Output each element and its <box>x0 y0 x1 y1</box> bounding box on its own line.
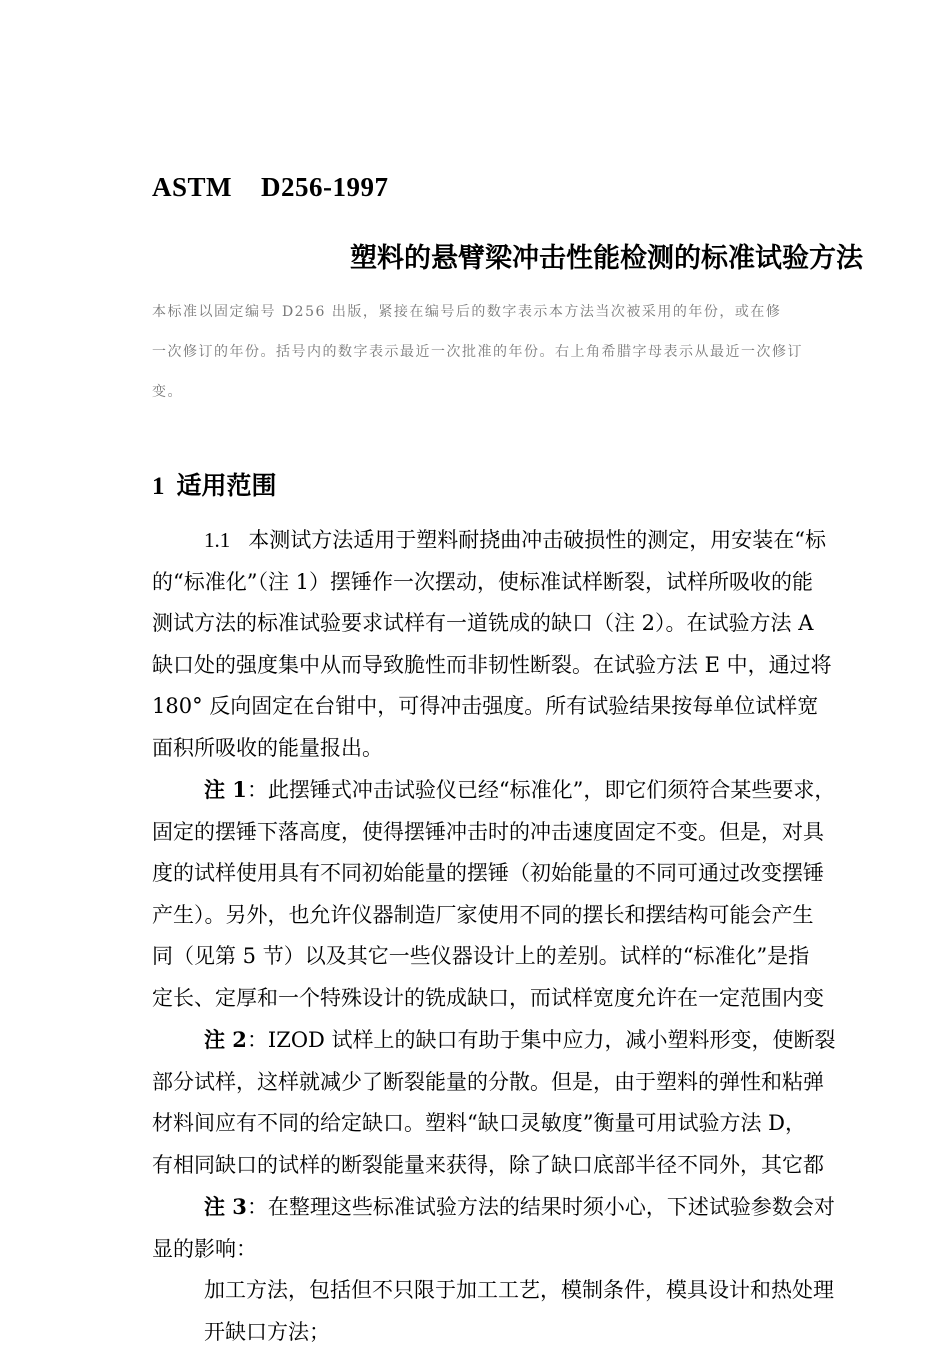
note-line: 有相同缺口的试样的断裂能量来获得，除了缺口底部半径不同外，其它都 <box>152 1152 824 1177</box>
document-title: 塑料的悬臂梁冲击性能检测的标准试验方法 <box>350 243 863 274</box>
intro-paragraph <box>152 292 950 412</box>
note-line: 固定的摆锤下落高度，使得摆锤冲击时的冲击速度固定不变。但是，对具 <box>152 819 824 844</box>
intro-line: 本标准以固定编号 D256 出版，紧接在编号后的数字表示本方法当次被采用的年份，或在修 <box>152 304 782 320</box>
note-line: 部分试样，这样就减少了断裂能量的分散。但是，由于塑料的弹性和粘弹 <box>152 1069 824 1094</box>
clause-line: 缺口处的强度集中从而导致脆性而非韧性断裂。在试验方法 E 中，通过将 <box>152 652 832 677</box>
clause-line: 面积所吸收的能量报出。 <box>152 735 383 760</box>
note-line: 度的试样使用具有不同初始能量的摆锤（初始能量的不同可通过改变摆锤 <box>152 861 824 885</box>
clause-line: 180° 反向固定在台钳中，可得冲击强度。所有试验结果按每单位试样宽 <box>152 694 819 718</box>
note-3-first-line <box>152 1186 950 1229</box>
note-line: 材料间应有不同的给定缺口。塑料“缺口灵敏度”衡量可用试验方法 D， <box>152 1111 806 1135</box>
intro-line: 变。 <box>152 384 183 400</box>
note-line: 产生）。另外，也允许仪器制造厂家使用不同的摆长和摆结构可能会产生 <box>152 902 814 927</box>
note-list-item: 开缺口方法； <box>204 1319 330 1344</box>
note-2-first-line <box>152 1019 950 1062</box>
note-label: 注 3 <box>204 1194 247 1219</box>
clause-number: 1.1 <box>204 528 231 552</box>
clause-line: 的“标准化”（注 1）摆锤作一次摆动，使标准试样断裂，试样所吸收的能 <box>152 569 814 594</box>
note-text: ：此摆锤式冲击试验仪已经“标准化”，即它们须符合某些要求， <box>246 778 836 802</box>
note-label: 注 2 <box>204 1027 247 1052</box>
note-label: 注 1 <box>204 777 247 802</box>
note-list-item: 加工方法，包括但不只限于加工工艺，模制条件，模具设计和热处理 <box>204 1278 834 1302</box>
section-number: 1 <box>152 473 165 500</box>
note-text: ：在整理这些标准试验方法的结果时须小心，下述试验参数会对 <box>246 1195 835 1219</box>
clause-line: 测试方法的标准试验要求试样有一道铣成的缺口（注 2）。在试验方法 A <box>152 611 814 635</box>
section-title: 适用范围 <box>176 471 277 500</box>
intro-line: 一次修订的年份。括号内的数字表示最近一次批准的年份。右上角希腊字母表示从最近一次修订 <box>152 344 803 360</box>
standard-code: ASTM D256-1997 <box>152 172 389 202</box>
note-line: 定长、定厚和一个特殊设计的铣成缺口，而试样宽度允许在一定范围内变 <box>152 985 824 1010</box>
note-text: ：IZOD 试样上的缺口有助于集中应力，减小塑料形变，使断裂 <box>246 1028 836 1052</box>
section-heading-scope <box>152 466 277 502</box>
note-1-first-line <box>152 769 950 812</box>
note-line: 显的影响： <box>152 1236 257 1261</box>
section-body <box>152 520 950 1345</box>
clause-text: 本测试方法适用于塑料耐挠曲冲击破损性的测定，用安装在“标 <box>248 528 826 552</box>
note-line: 同（见第 5 节）以及其它一些仪器设计上的差别。试样的“标准化”是指 <box>152 944 810 968</box>
clause-1-1-first-line <box>152 520 950 562</box>
